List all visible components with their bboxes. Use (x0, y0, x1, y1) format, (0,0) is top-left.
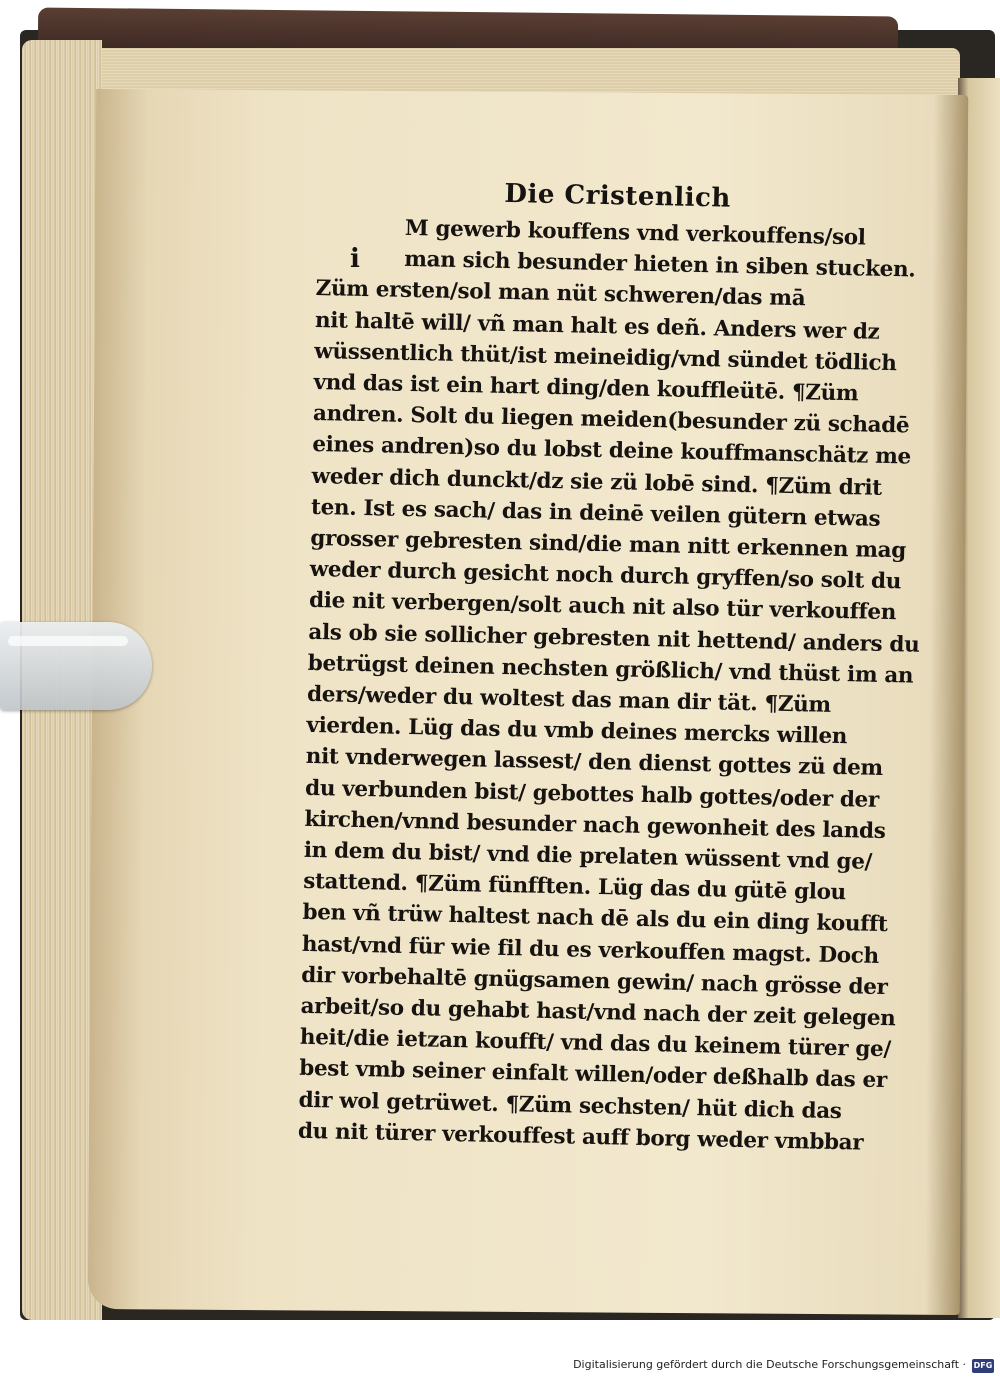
text-line: betrügst deinen nechsten größlich/ vnd thüst im an (307, 650, 914, 689)
text-line: weder durch gesicht noch durch gryffen/so solt du (309, 557, 902, 595)
text-line: nit haltē will/ vñ man halt es deñ. Anders wer dz (314, 307, 880, 345)
text-line: grosser gebresten sind/die man nitt erkennen mag (310, 525, 907, 564)
text-line: in dem du bist/ vnd die prelaten wüssent vnd ge/ (303, 837, 873, 875)
text-line: M gewerb kouffens vnd verkouffens/sol (404, 215, 866, 251)
text-line: Züm ersten/sol man nüt schweren/das mā (315, 276, 806, 312)
signature-mark: i (350, 244, 360, 274)
text-line: andren. Solt du liegen meiden(besunder zü schadē (312, 401, 910, 439)
text-lines (297, 211, 920, 1159)
text-line: eines andren)so du lobst deine kouffmanschätz me (312, 432, 912, 470)
text-line: heit/die ietzan koufft/ vnd das du keinem türer ge/ (299, 1025, 892, 1063)
text-line: weder dich dunckt/dz sie zü lobē sind. ¶Züm drit (311, 463, 883, 501)
text-line: ben vñ trüw haltest nach dē als du ein ding koufft (302, 900, 888, 938)
text-line: vnd das ist ein hart ding/den kouffleütē. ¶Züm (313, 369, 859, 407)
book-clamp (0, 622, 152, 710)
text-line: wüssentlich thüt/ist meineidig/vnd sündet tödlich (314, 338, 897, 376)
text-line: nit vnderwegen lassest/ den dienst gottes zü dem (305, 744, 884, 782)
text-line: die nit verbergen/solt auch nit also tür verkouffen (308, 588, 897, 626)
text-line: ders/weder du woltest das man dir tät. ¶Züm (306, 681, 832, 718)
text-line: vierden. Lüg das du vmb deines mercks willen (306, 713, 848, 750)
digitization-credit: Digitalisierung gefördert durch die Deutsche Forschungsgemeinschaft · (573, 1358, 966, 1371)
dfg-logo: DFG (972, 1359, 994, 1373)
text-line: man sich besunder hieten in siben stucken. (403, 247, 916, 283)
text-line: du verbunden bist/ gebottes halb gottes/oder der (304, 775, 880, 813)
text-line: kirchen/vnnd besunder nach gewonheit des lands (304, 806, 886, 844)
text-line: dir vorbehaltē gnügsamen gewin/ nach grösse der (300, 962, 888, 1000)
running-head: Die Cristenlich (504, 178, 732, 214)
text-line: hast/vnd für wie fil du es verkouffen magst. Doch (301, 931, 880, 969)
text-line: ten. Ist es sach/ das in deinē veilen gütern etwas (310, 494, 881, 532)
printed-text-block (297, 175, 920, 1159)
text-line: du nit türer verkouffest auff borg weder vmbbar (297, 1118, 864, 1156)
text-line: dir wol getrüwet. ¶Züm sechsten/ hüt dich das (298, 1087, 842, 1124)
text-line: best vmb seiner einfalt willen/oder deßhalb das er (299, 1056, 888, 1094)
text-line: als ob sie sollicher gebresten nit hettend/ anders du (308, 619, 920, 658)
text-line: stattend. ¶Züm fünfften. Lüg das du gütē glou (302, 869, 847, 906)
text-line: arbeit/so du gehabt hast/vnd nach der zeit gelegen (300, 993, 896, 1032)
